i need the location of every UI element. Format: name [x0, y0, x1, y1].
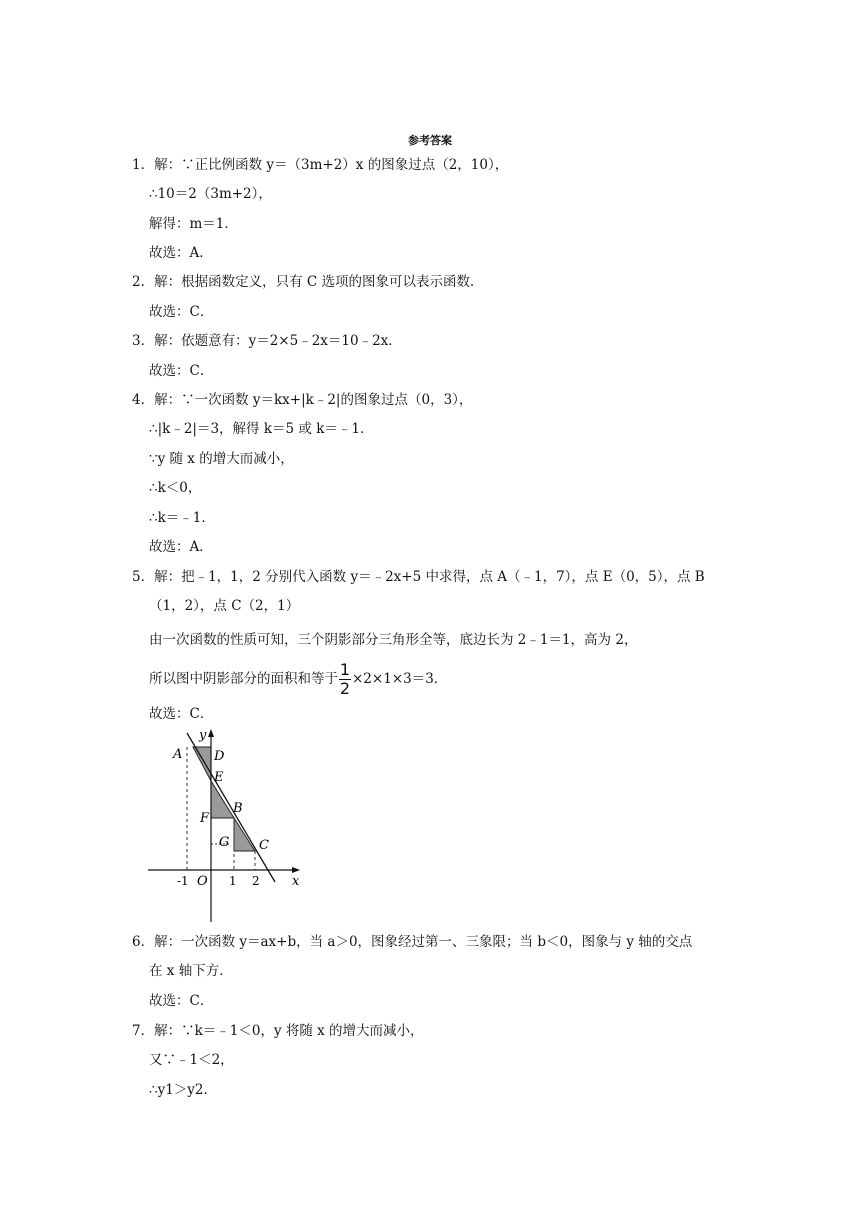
one-half-fraction — [339, 662, 351, 697]
function-line — [187, 733, 275, 882]
q5-line2: （1，2），点 C（2，1） — [149, 598, 300, 614]
label-G: G — [219, 835, 230, 850]
q5-line1: 5．解：把﹣1，1，2 分别代入函数 y＝﹣2x+5 中求得，点 A（﹣1，7），点 E（0，5），点 B — [132, 569, 705, 585]
q4-line6: 故选：A． — [149, 539, 213, 555]
label-O: O — [197, 874, 208, 889]
label-A: A — [173, 747, 183, 762]
label-F: F — [200, 811, 210, 826]
q7-line2: 又∵﹣1＜2， — [149, 1052, 234, 1068]
q5-line4-tail: ×2×1×3＝3． — [352, 671, 448, 687]
q3-line2: 故选：C． — [149, 363, 214, 379]
shaded-triangle-top — [193, 747, 211, 781]
q1-line1: 1．解：∵正比例函数 y＝（3m+2）x 的图象过点（2，10）， — [132, 157, 509, 173]
q2-line1: 2．解：根据函数定义，只有 C 选项的图象可以表示函数． — [132, 274, 484, 290]
label-x: x — [292, 874, 300, 889]
q3-line1: 3．解：依题意有：y＝2×5﹣2x＝10﹣2x． — [132, 333, 402, 349]
y-axis-arrow — [208, 729, 214, 737]
q6-line2: 在 x 轴下方． — [149, 963, 233, 979]
q2-line2: 故选：C． — [149, 304, 214, 320]
q1-line3: 解得：m＝1． — [149, 216, 238, 232]
label-one: 1 — [229, 874, 237, 888]
q1-line2: ∴10＝2（3m+2）， — [149, 186, 272, 202]
fraction-denominator: 2 — [339, 679, 351, 698]
label-C: C — [259, 838, 269, 853]
q5-line4 — [149, 662, 447, 697]
x-axis-arrow — [292, 867, 300, 873]
label-E: E — [214, 770, 224, 785]
q4-line1: 4．解：∵一次函数 y＝kx+|k﹣2|的图象过点（0，3）， — [132, 392, 473, 408]
q5-figure — [140, 722, 320, 927]
shaded-triangle-bottom — [234, 818, 255, 851]
fraction-numerator: 1 — [339, 660, 351, 679]
q7-line3: ∴y1＞y2． — [149, 1082, 218, 1098]
label-minus-one: -1 — [177, 874, 189, 888]
q4-line2: ∴|k﹣2|＝3，解得 k＝5 或 k＝﹣1． — [149, 421, 374, 437]
label-y: y — [199, 728, 207, 743]
answer-title: 参考答案 — [408, 134, 452, 147]
q5-line4-text: 所以图中阴影部分的面积和等于 — [149, 671, 338, 687]
label-D: D — [214, 749, 225, 764]
label-two: 2 — [252, 874, 260, 888]
q6-line3: 故选：C． — [149, 993, 214, 1009]
q1-line4: 故选：A． — [149, 245, 213, 261]
q5-line5: 故选：C． — [149, 706, 214, 722]
q4-line5: ∴k＝﹣1． — [149, 510, 215, 526]
label-B: B — [233, 801, 243, 816]
shaded-triangle-middle — [211, 781, 234, 818]
q4-line3: ∵y 随 x 的增大而减小， — [149, 451, 294, 467]
q5-line3: 由一次函数的性质可知，三个阴影部分三角形全等，底边长为 2﹣1＝1，高为 2， — [149, 632, 638, 648]
q4-line4: ∴k＜0， — [149, 480, 202, 496]
q6-line1: 6．解：一次函数 y＝ax+b，当 a＞0，图象经过第一、三象限；当 b＜0，图象与 y 轴的交点 — [132, 934, 693, 950]
q7-line1: 7．解：∵k＝﹣1＜0，y 将随 x 的增大而减小， — [132, 1023, 424, 1039]
